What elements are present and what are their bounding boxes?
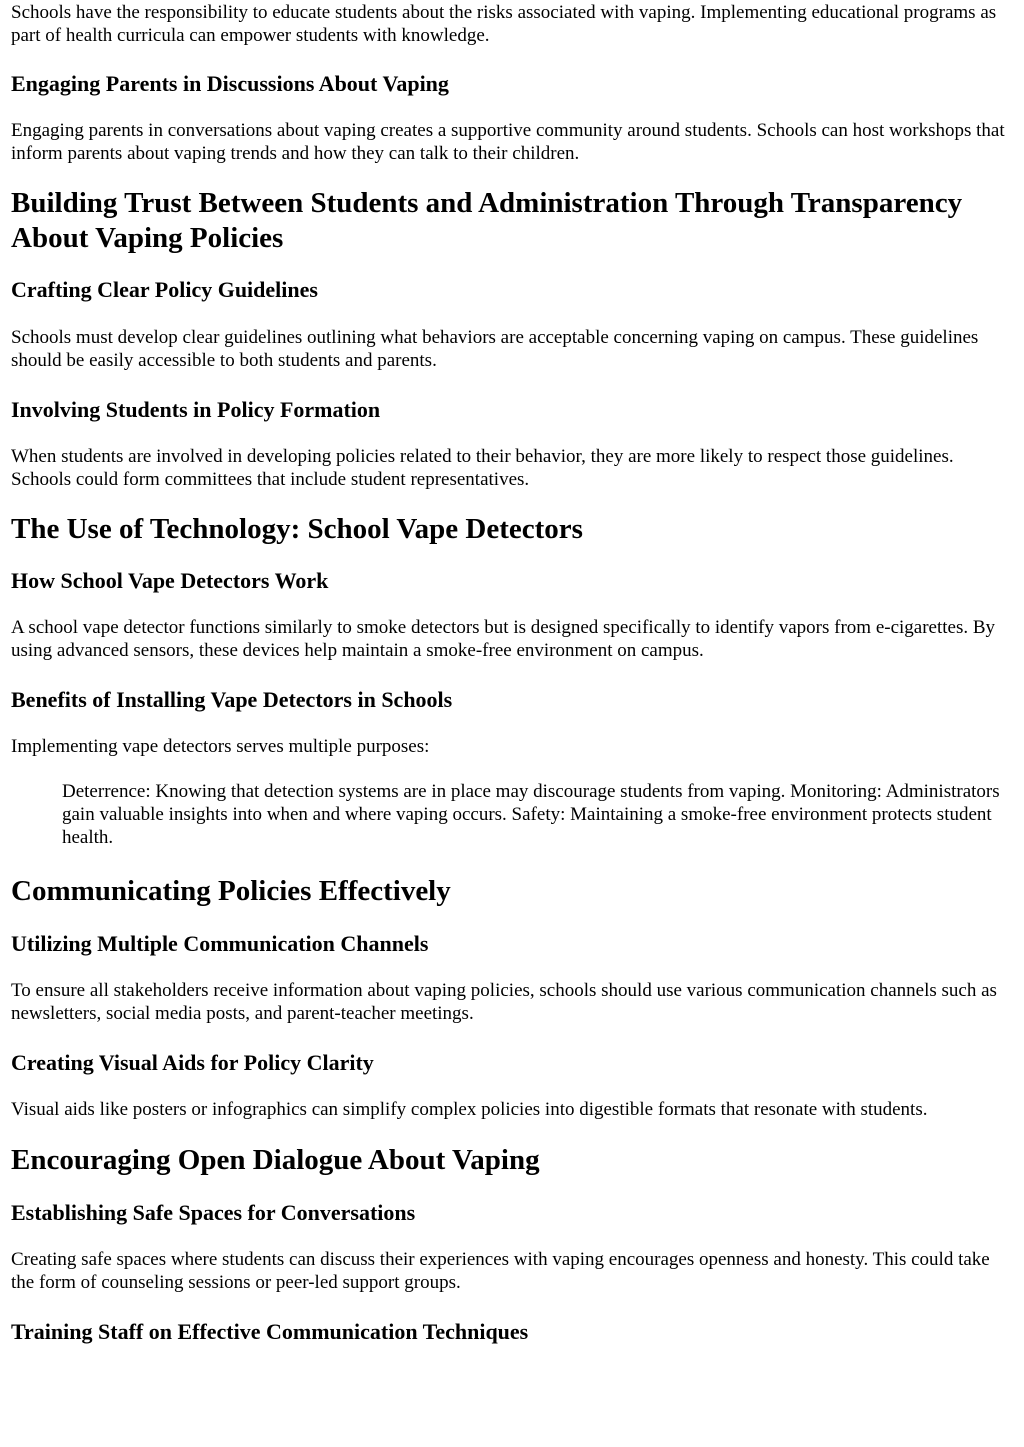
subheading-multiple-channels: Utilizing Multiple Communication Channels xyxy=(11,931,429,956)
heading-open-dialogue: Encouraging Open Dialogue About Vaping xyxy=(11,1144,540,1176)
paragraph-engaging-parents: Engaging parents in conversations about vaping creates a supportive community around students. Schools can host workshops that inform parents about vaping trends and how they can talk to their children. xyxy=(11,120,1005,164)
intro-paragraph: Schools have the responsibility to educate students about the risks associated with vaping. Implementing educational programs as part of health curricula can empower students with knowledge. xyxy=(11,2,997,46)
subheading-safe-spaces: Establishing Safe Spaces for Conversations xyxy=(11,1200,416,1225)
subheading-training-staff: Training Staff on Effective Communication Techniques xyxy=(11,1319,529,1344)
article-body xyxy=(0,1,1024,1345)
heading-communicating-policies: Communicating Policies Effectively xyxy=(11,875,451,907)
paragraph-how-detectors-work: A school vape detector functions similarly to smoke detectors but is designed specifically to identify vapors from e-cigarettes. By using advanced sensors, these devices help maintain a smoke-free environment on campus. xyxy=(11,617,996,661)
subheading-involving-students: Involving Students in Policy Formation xyxy=(11,397,381,422)
paragraph-safe-spaces: Creating safe spaces where students can discuss their experiences with vaping encourages openness and honesty. This could take the form of counseling sessions or peer-led support groups. xyxy=(11,1249,990,1293)
heading-technology: The Use of Technology: School Vape Detectors xyxy=(11,513,583,545)
paragraph-visual-aids: Visual aids like posters or infographics can simplify complex policies into digestible formats that resonate with students. xyxy=(11,1099,928,1120)
subheading-engaging-parents: Engaging Parents in Discussions About Vaping xyxy=(11,71,449,96)
paragraph-multiple-channels: To ensure all stakeholders receive information about vaping policies, schools should use various communication channels such as newsletters, social media posts, and parent-teacher meetings. xyxy=(11,980,997,1024)
subheading-benefits-detectors: Benefits of Installing Vape Detectors in Schools xyxy=(11,687,453,712)
subheading-how-detectors-work: How School Vape Detectors Work xyxy=(11,568,329,593)
paragraph-crafting-guidelines: Schools must develop clear guidelines outlining what behaviors are acceptable concerning vaping on campus. These guidelines should be easily accessible to both students and parents. xyxy=(11,327,979,371)
paragraph-involving-students: When students are involved in developing policies related to their behavior, they are more likely to respect those guidelines. Schools could form committees that include student representatives. xyxy=(11,446,954,490)
paragraph-benefits-intro: Implementing vape detectors serves multiple purposes: xyxy=(11,736,430,757)
benefits-quote: Deterrence: Knowing that detection systems are in place may discourage students from vaping. Monitoring: Administrators gain valuable insights into when and where vaping occurs. Safety: Maintaining a smoke-free environment protects student health. xyxy=(62,781,1000,848)
subheading-visual-aids: Creating Visual Aids for Policy Clarity xyxy=(11,1050,374,1075)
heading-building-trust: Building Trust Between Students and Administration Through Transparency About Vaping Policies xyxy=(11,187,963,254)
subheading-crafting-guidelines: Crafting Clear Policy Guidelines xyxy=(11,277,318,302)
